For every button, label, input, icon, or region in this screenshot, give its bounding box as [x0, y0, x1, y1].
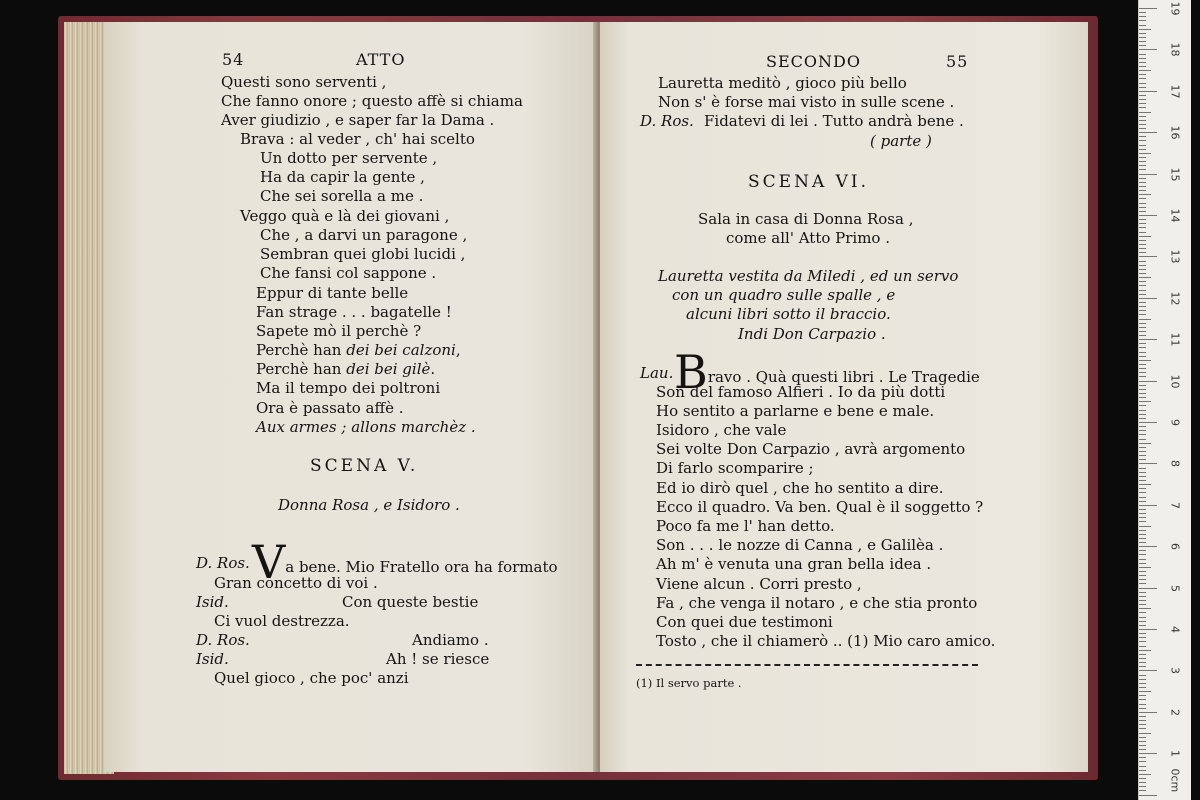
- ruler-tick: [1139, 149, 1146, 150]
- ruler-tick: [1139, 331, 1146, 332]
- ruler-tick: [1139, 302, 1146, 303]
- ruler-tick: [1139, 145, 1146, 146]
- ruler-tick: [1139, 629, 1157, 630]
- ruler-number: 9: [1168, 419, 1182, 426]
- ruler-tick: [1139, 778, 1146, 779]
- right-page-number: 55: [946, 52, 969, 71]
- ruler-tick: [1139, 203, 1146, 204]
- speech-line: Ecco il quadro. Va ben. Qual è il soggetto ?: [656, 498, 984, 516]
- ruler-tick: [1139, 211, 1146, 212]
- ruler-tick: [1139, 140, 1146, 141]
- drop-capital: V: [252, 535, 286, 589]
- ruler-tick: [1139, 244, 1146, 245]
- ruler-tick: [1139, 567, 1151, 568]
- stage-exit: ( parte ): [870, 132, 932, 150]
- ruler-tick: [1139, 54, 1146, 55]
- ruler-tick: [1139, 256, 1157, 257]
- ruler-tick: [1139, 596, 1146, 597]
- speech-line: Isidoro , che vale: [656, 421, 787, 439]
- ruler-tick: [1139, 604, 1146, 605]
- ruler-tick: [1139, 70, 1151, 71]
- verse-line: Ora è passato affè .: [256, 399, 404, 417]
- ruler-tick: [1139, 376, 1146, 377]
- ruler-tick: [1139, 501, 1146, 502]
- speaker: D. Ros.: [196, 631, 250, 649]
- speech-line: Fa , che venga il notaro , e che stia pronto: [656, 594, 978, 612]
- ruler-tick: [1139, 608, 1151, 609]
- ruler-number: 1: [1168, 750, 1182, 758]
- ruler-tick: [1139, 248, 1146, 249]
- ruler-tick: [1139, 550, 1146, 551]
- ruler-tick: [1139, 716, 1146, 717]
- ruler-tick: [1139, 265, 1146, 266]
- verse-line: Eppur di tante belle: [256, 284, 409, 302]
- speaker: Isid.: [196, 593, 229, 611]
- ruler-tick: [1139, 372, 1146, 373]
- ruler-tick: [1139, 646, 1146, 647]
- ruler-tick: [1139, 20, 1146, 21]
- ruler-tick: [1139, 124, 1146, 125]
- ruler-tick: [1139, 157, 1146, 158]
- ruler-tick: [1139, 699, 1146, 700]
- ruler-tick: [1139, 782, 1146, 783]
- ruler-tick: [1139, 405, 1146, 406]
- ruler-tick: [1139, 314, 1146, 315]
- dialogue-line: Ci vuol destrezza.: [214, 612, 350, 630]
- scene-characters: Donna Rosa , e Isidoro .: [278, 496, 460, 514]
- verse-line: Ma il tempo dei poltroni: [256, 379, 441, 397]
- ruler-tick: [1139, 323, 1146, 324]
- ruler-tick: [1139, 174, 1157, 175]
- ruler-tick: [1139, 617, 1146, 618]
- ruler-number: 5: [1168, 584, 1182, 592]
- verse-line: Un dotto per servente ,: [260, 149, 438, 167]
- ruler-tick: [1139, 637, 1146, 638]
- ruler-tick: [1139, 401, 1151, 402]
- speech-line: Di farlo scomparire ;: [656, 459, 814, 477]
- ruler-tick: [1139, 505, 1157, 506]
- ruler-number: 14: [1168, 208, 1182, 223]
- speech-line: Ah m' è venuta una gran bella idea .: [656, 555, 932, 573]
- ruler-tick: [1139, 737, 1146, 738]
- ruler-number: 17: [1168, 84, 1182, 99]
- ruler-number: 15: [1168, 167, 1182, 182]
- ruler-tick: [1139, 418, 1146, 419]
- ruler-number: 13: [1168, 249, 1182, 264]
- verse-line: Fan strage . . . bagatelle !: [256, 303, 452, 321]
- verse-line: Fidatevi di lei . Tutto andrà bene .: [704, 112, 964, 130]
- ruler-tick: [1139, 120, 1146, 121]
- ruler-tick: [1139, 223, 1146, 224]
- ruler-tick: [1139, 198, 1146, 199]
- drop-capital: B: [674, 345, 708, 399]
- ruler-tick: [1139, 654, 1146, 655]
- dialogue-line: Andiamo .: [412, 631, 489, 649]
- ruler-tick: [1139, 666, 1146, 667]
- ruler-tick: [1139, 99, 1146, 100]
- ruler-tick: [1139, 252, 1146, 253]
- right-page: [600, 22, 1088, 772]
- ruler-tick: [1139, 178, 1146, 179]
- setting-line: Sala in casa di Donna Rosa ,: [698, 210, 914, 228]
- speech-line: Viene alcun . Corri presto ,: [656, 575, 862, 593]
- ruler-tick: [1139, 733, 1151, 734]
- ruler-tick: [1139, 389, 1146, 390]
- ruler-tick: [1139, 41, 1146, 42]
- verse-line: Perchè han dei bei calzoni,: [256, 341, 461, 359]
- ruler-tick: [1139, 385, 1146, 386]
- ruler-tick: [1139, 103, 1146, 104]
- ruler-tick: [1139, 538, 1146, 539]
- ruler-tick: [1139, 397, 1146, 398]
- verse-line: Veggo quà e là dei giovani ,: [240, 207, 450, 225]
- ruler-tick: [1139, 430, 1146, 431]
- ruler-tick: [1139, 360, 1151, 361]
- ruler-tick: [1139, 600, 1146, 601]
- ruler-tick: [1139, 658, 1146, 659]
- verse-line: Aux armes ; allons marchèz .: [256, 418, 476, 436]
- ruler-tick: [1139, 381, 1157, 382]
- verse-line: Aver giudizio , e saper far la Dama .: [221, 111, 495, 129]
- verse-line: Ha da capir la gente ,: [260, 168, 425, 186]
- ruler-tick: [1139, 476, 1146, 477]
- ruler-tick: [1139, 526, 1151, 527]
- ruler-tick: [1139, 116, 1146, 117]
- ruler-tick: [1139, 579, 1146, 580]
- ruler-tick: [1139, 161, 1146, 162]
- ruler-tick: [1139, 310, 1146, 311]
- ruler-tick: [1139, 439, 1146, 440]
- ruler-number: 10: [1168, 374, 1182, 389]
- ruler-tick: [1139, 625, 1146, 626]
- speech-line: Sei volte Don Carpazio , avrà argomento: [656, 440, 966, 458]
- ruler-tick: [1139, 761, 1146, 762]
- ruler-tick: [1139, 153, 1151, 154]
- ruler-tick: [1139, 592, 1146, 593]
- ruler-number: 3: [1168, 667, 1182, 675]
- ruler-number: 19: [1168, 1, 1182, 16]
- ruler-tick: [1139, 190, 1146, 191]
- ruler-tick: [1139, 426, 1146, 427]
- speaker: D. Ros.: [196, 554, 250, 572]
- ruler-tick: [1139, 521, 1146, 522]
- ruler-tick: [1139, 774, 1151, 775]
- dialogue-line: Quel gioco , che poc' anzi: [214, 669, 409, 687]
- ruler-tick: [1139, 749, 1146, 750]
- ruler-number: 8: [1168, 460, 1182, 468]
- ruler-tick: [1139, 352, 1146, 353]
- ruler-tick: [1139, 25, 1146, 26]
- ruler-tick: [1139, 12, 1146, 13]
- ruler-tick: [1139, 745, 1146, 746]
- ruler-tick: [1139, 327, 1146, 328]
- ruler-number: 16: [1168, 125, 1182, 140]
- ruler-tick: [1139, 49, 1157, 50]
- ruler-tick: [1139, 112, 1151, 113]
- stage-direction: Indi Don Carpazio .: [738, 325, 886, 343]
- ruler-tick: [1139, 319, 1151, 320]
- ruler-tick: [1139, 757, 1146, 758]
- speech-line: Son del famoso Alfieri . Io da più dotti: [656, 383, 946, 401]
- ruler-number: 12: [1168, 291, 1182, 306]
- ruler-tick: [1139, 795, 1157, 796]
- ruler-tick: [1139, 281, 1146, 282]
- ruler-unit: 0cm: [1168, 768, 1182, 793]
- ruler-tick: [1139, 662, 1146, 663]
- left-page: [104, 22, 598, 772]
- ruler-tick: [1139, 728, 1146, 729]
- ruler-tick: [1139, 571, 1146, 572]
- ruler-number: 4: [1168, 626, 1182, 633]
- ruler-tick: [1139, 37, 1146, 38]
- ruler-tick: [1139, 347, 1146, 348]
- scene-title: SCENA VI.: [748, 172, 870, 192]
- ruler-tick: [1139, 790, 1146, 791]
- ruler-tick: [1139, 107, 1146, 108]
- ruler-tick: [1139, 273, 1146, 274]
- ruler-tick: [1139, 443, 1151, 444]
- ruler-tick: [1139, 434, 1146, 435]
- ruler-tick: [1139, 33, 1146, 34]
- ruler-tick: [1139, 468, 1146, 469]
- ruler-tick: [1139, 232, 1146, 233]
- ruler-tick: [1139, 169, 1146, 170]
- ruler-tick: [1139, 335, 1146, 336]
- ruler-tick: [1139, 128, 1146, 129]
- dialogue-line: Ah ! se riesce: [386, 650, 490, 668]
- ruler-tick: [1139, 670, 1157, 671]
- ruler-tick: [1139, 393, 1146, 394]
- ruler-tick: [1139, 770, 1146, 771]
- dialogue-line: Con queste bestie: [342, 593, 479, 611]
- verse-line: Non s' è forse mai visto in sulle scene .: [658, 93, 955, 111]
- ruler-number: 7: [1168, 501, 1182, 509]
- ruler-tick: [1139, 136, 1146, 137]
- ruler-tick: [1139, 708, 1146, 709]
- ruler-tick: [1139, 16, 1146, 17]
- ruler-tick: [1139, 62, 1146, 63]
- ruler-tick: [1139, 364, 1146, 365]
- verse-line: Sapete mò il perchè ?: [256, 322, 422, 340]
- stage-direction: con un quadro sulle spalle , e: [672, 286, 896, 304]
- ruler-tick: [1139, 83, 1146, 84]
- speech-line: Tosto , che il chiamerò .. (1) Mio caro amico.: [656, 632, 996, 650]
- ruler-tick: [1139, 480, 1146, 481]
- ruler-tick: [1139, 530, 1146, 531]
- ruler-tick: [1139, 675, 1146, 676]
- setting-line: come all' Atto Primo .: [726, 229, 891, 247]
- ruler-tick: [1139, 621, 1146, 622]
- ruler-tick: [1139, 492, 1146, 493]
- ruler-tick: [1139, 343, 1146, 344]
- ruler-tick: [1139, 8, 1157, 9]
- stage-direction: alcuni libri sotto il braccio.: [686, 305, 891, 323]
- speech-line: Ed io dirò quel , che ho sentito a dire.: [656, 479, 944, 497]
- ruler-tick: [1139, 215, 1157, 216]
- ruler-tick: [1139, 542, 1146, 543]
- ruler-tick: [1139, 753, 1157, 754]
- verse-line: Questi sono serventi ,: [221, 73, 387, 91]
- ruler-number: 18: [1168, 42, 1182, 57]
- stage-direction: Lauretta vestita da Miledi , ed un servo: [658, 267, 959, 285]
- ruler-tick: [1139, 612, 1146, 613]
- ruler-tick: [1139, 720, 1146, 721]
- ruler-tick: [1139, 95, 1146, 96]
- ruler-tick: [1139, 546, 1157, 547]
- footnote: (1) Il servo parte .: [636, 676, 742, 690]
- ruler-tick: [1139, 691, 1151, 692]
- ruler-tick: [1139, 78, 1146, 79]
- ruler-tick: [1139, 455, 1146, 456]
- ruler-tick: [1139, 74, 1146, 75]
- ruler-tick: [1139, 87, 1146, 88]
- measuring-ruler: [1138, 0, 1191, 800]
- footnote-rule: [636, 664, 978, 666]
- speech-line: Ho sentito a parlarne e bene e male.: [656, 402, 935, 420]
- ruler-tick: [1139, 554, 1146, 555]
- ruler-tick: [1139, 66, 1146, 67]
- ruler-tick: [1139, 306, 1146, 307]
- verse-line: Lauretta meditò , gioco più bello: [658, 74, 907, 92]
- ruler-tick: [1139, 207, 1146, 208]
- ruler-tick: [1139, 517, 1146, 518]
- ruler-tick: [1139, 786, 1146, 787]
- ruler-tick: [1139, 459, 1146, 460]
- ruler-tick: [1139, 186, 1146, 187]
- speech-line: Poco fa me l' han detto.: [656, 517, 835, 535]
- scene-title: SCENA V.: [310, 456, 419, 476]
- ruler-tick: [1139, 58, 1146, 59]
- verse-line: Sembran quei globi lucidi ,: [260, 245, 466, 263]
- verse-line: Che sei sorella a me .: [260, 187, 424, 205]
- dialogue-line: Va bene. Mio Fratello ora ha formato: [252, 535, 558, 589]
- verse-line: Che fansi col sappone .: [260, 264, 437, 282]
- speaker: Isid.: [196, 650, 229, 668]
- speech-line: Bravo . Quà questi libri . Le Tragedie: [674, 345, 980, 399]
- ruler-tick: [1139, 339, 1157, 340]
- ruler-tick: [1139, 741, 1146, 742]
- ruler-tick: [1139, 463, 1157, 464]
- ruler-tick: [1139, 356, 1146, 357]
- ruler-tick: [1139, 269, 1146, 270]
- ruler-number: 11: [1168, 332, 1182, 347]
- ruler-number: 2: [1168, 708, 1182, 716]
- ruler-tick: [1139, 91, 1157, 92]
- ruler-tick: [1139, 219, 1146, 220]
- speaker: D. Ros.: [640, 112, 694, 130]
- left-page-number: 54: [222, 50, 245, 69]
- verse-line: Che , a darvi un paragone ,: [260, 226, 468, 244]
- ruler-tick: [1139, 641, 1146, 642]
- ruler-tick: [1139, 422, 1157, 423]
- ruler-tick: [1139, 679, 1146, 680]
- ruler-tick: [1139, 472, 1146, 473]
- verse-line: Brava : al veder , ch' hai scelto: [240, 130, 475, 148]
- ruler-tick: [1139, 497, 1146, 498]
- ruler-tick: [1139, 695, 1146, 696]
- ruler-tick: [1139, 687, 1146, 688]
- ruler-tick: [1139, 509, 1146, 510]
- ruler-tick: [1139, 724, 1146, 725]
- speech-line: Con quei due testimoni: [656, 613, 833, 631]
- ruler-tick: [1139, 236, 1151, 237]
- speech-line: Son . . . le nozze di Canna , e Galilèa .: [656, 536, 944, 554]
- ruler-tick: [1139, 451, 1146, 452]
- ruler-tick: [1139, 447, 1146, 448]
- speaker: Lau.: [640, 364, 674, 382]
- ruler-tick: [1139, 298, 1157, 299]
- dialogue-line: Gran concetto di voi .: [214, 574, 378, 592]
- ruler-tick: [1139, 368, 1146, 369]
- ruler-tick: [1139, 227, 1146, 228]
- ruler-tick: [1139, 633, 1146, 634]
- ruler-tick: [1139, 588, 1157, 589]
- ruler-tick: [1139, 650, 1151, 651]
- ruler-number: 6: [1168, 543, 1182, 551]
- ruler-tick: [1139, 488, 1146, 489]
- ruler-tick: [1139, 132, 1157, 133]
- verse-line: Perchè han dei bei gilè.: [256, 360, 436, 378]
- ruler-tick: [1139, 165, 1146, 166]
- ruler-tick: [1139, 484, 1151, 485]
- ruler-tick: [1139, 45, 1146, 46]
- ruler-tick: [1139, 559, 1146, 560]
- ruler-tick: [1139, 766, 1146, 767]
- ruler-tick: [1139, 683, 1146, 684]
- ruler-tick: [1139, 277, 1151, 278]
- ruler-tick: [1139, 285, 1146, 286]
- ruler-tick: [1139, 29, 1151, 30]
- ruler-tick: [1139, 534, 1146, 535]
- ruler-tick: [1139, 513, 1146, 514]
- ruler-tick: [1139, 240, 1146, 241]
- ruler-tick: [1139, 563, 1146, 564]
- ruler-tick: [1139, 583, 1146, 584]
- ruler-tick: [1139, 575, 1146, 576]
- ruler-tick: [1139, 414, 1146, 415]
- ruler-tick: [1139, 182, 1146, 183]
- ruler-tick: [1139, 712, 1157, 713]
- ruler-tick: [1139, 261, 1146, 262]
- ruler-tick: [1139, 704, 1146, 705]
- ruler-tick: [1139, 410, 1146, 411]
- ruler-tick: [1139, 194, 1151, 195]
- ruler-tick: [1139, 290, 1146, 291]
- left-running-head: ATTO: [356, 50, 406, 69]
- right-running-head: SECONDO: [766, 52, 861, 71]
- verse-line: Che fanno onore ; questo affè si chiama: [221, 92, 523, 110]
- ruler-tick: [1139, 294, 1146, 295]
